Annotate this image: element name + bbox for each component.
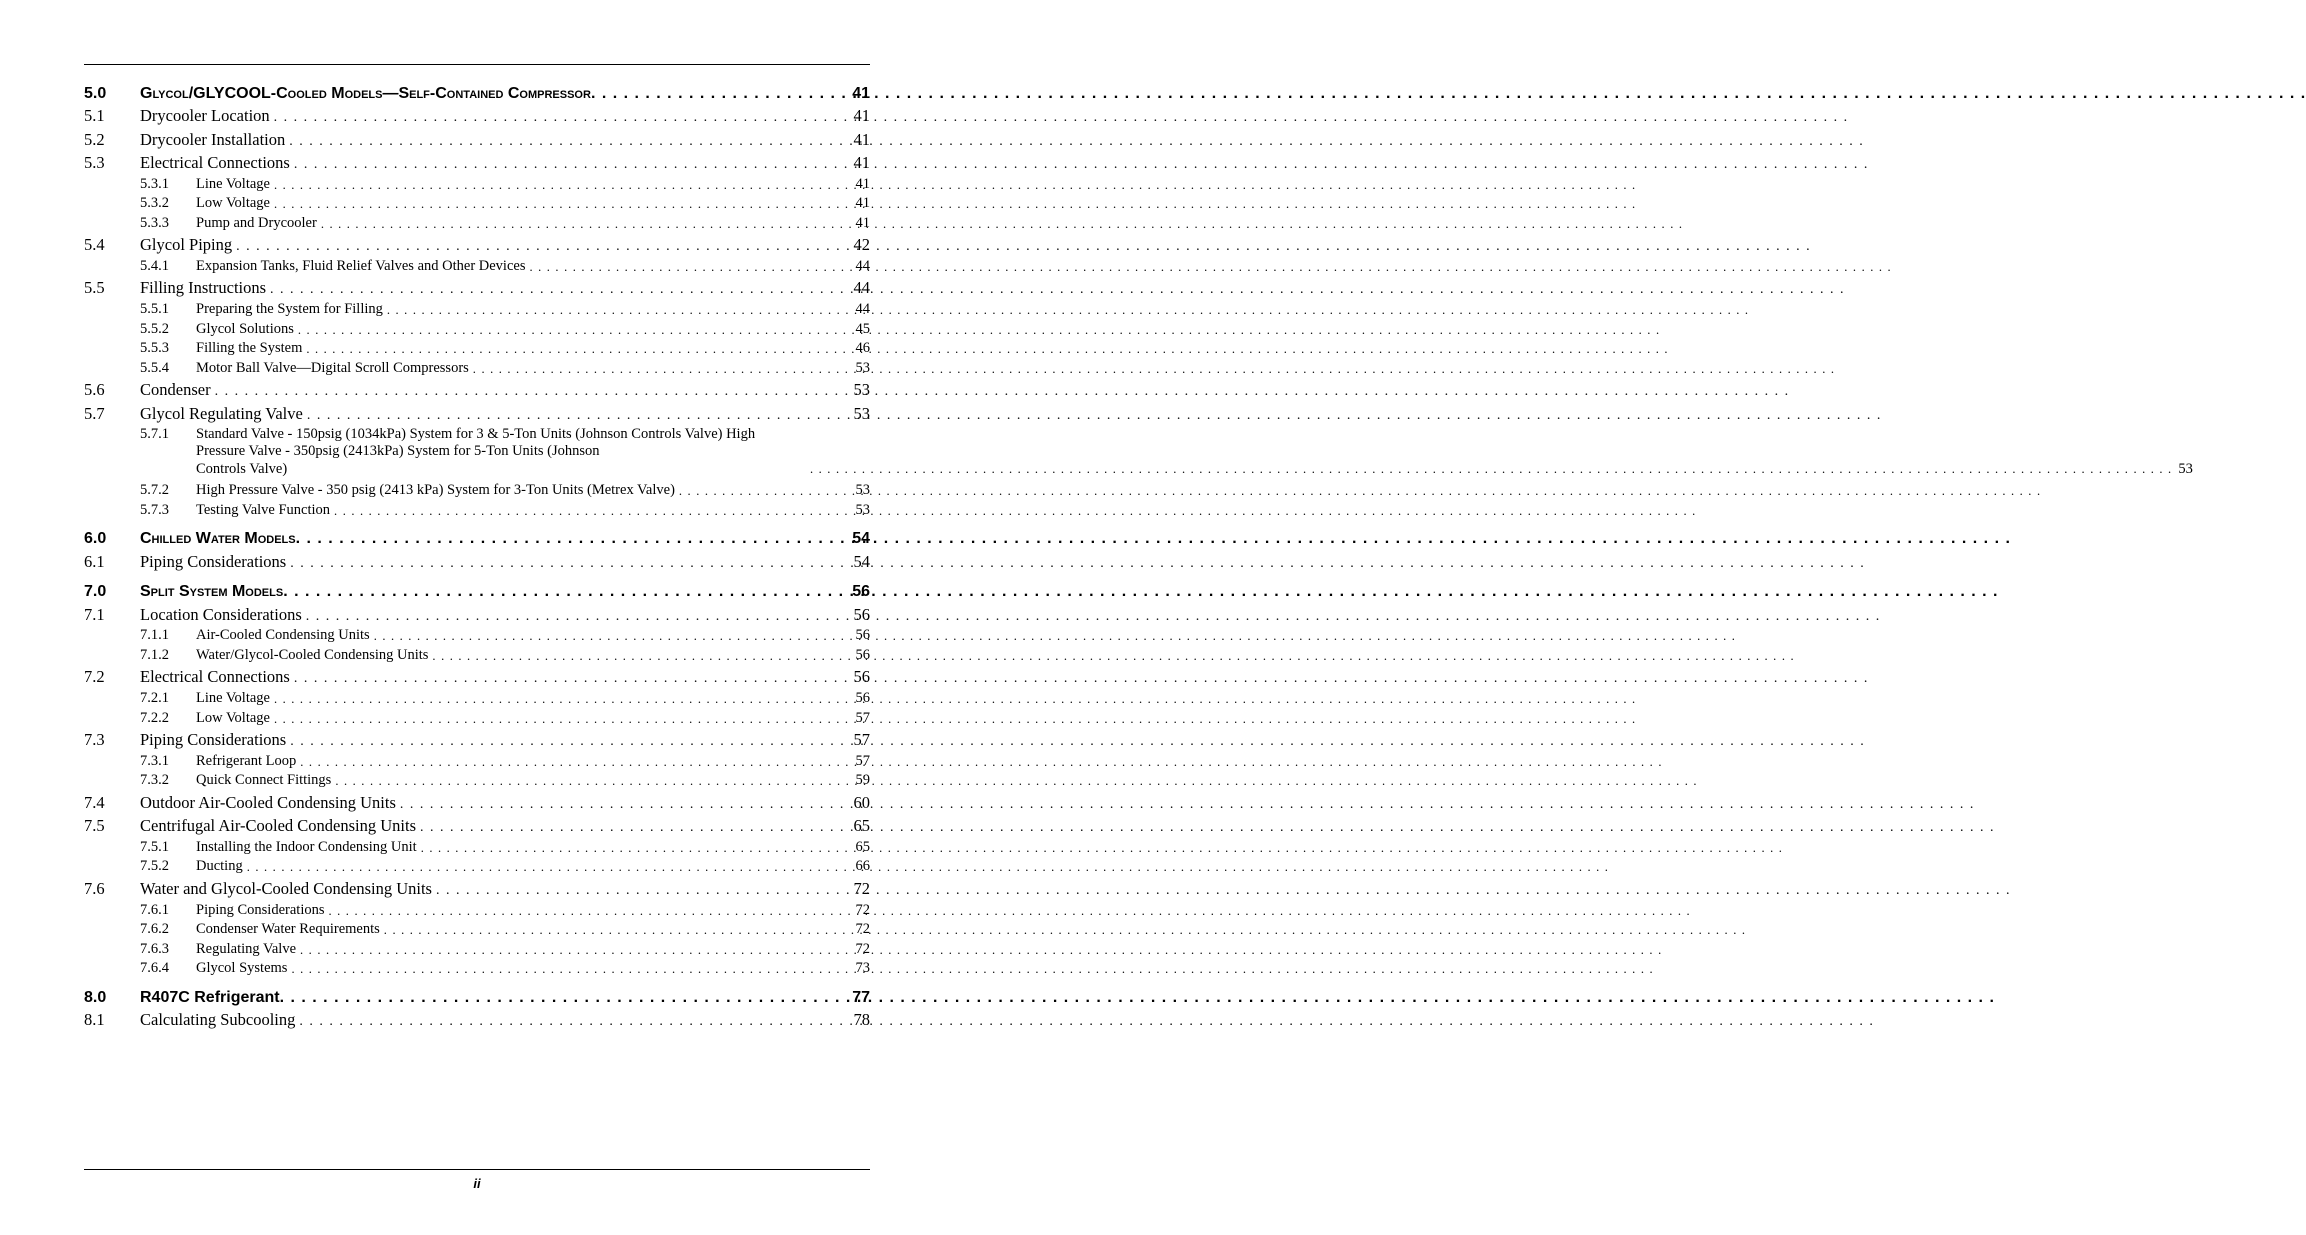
toc-entry-title: Centrifugal Air-Cooled Condensing Units bbox=[140, 816, 417, 836]
toc-section bbox=[84, 980, 870, 1007]
toc-entry-number: 5.7.1 bbox=[140, 425, 169, 442]
toc-leader-dots bbox=[283, 583, 852, 601]
toc-entry bbox=[84, 193, 870, 213]
toc-leader-dots bbox=[591, 85, 852, 103]
toc-entry-title: Filling Instructions bbox=[140, 278, 267, 298]
toc-entry bbox=[84, 899, 870, 919]
toc-entry-page: 41 bbox=[853, 106, 870, 125]
toc-entry-number: 7.5.1 bbox=[140, 838, 169, 855]
toc-entry-page: 41 bbox=[853, 129, 870, 149]
toc-leader-dots bbox=[469, 362, 850, 377]
toc-section bbox=[84, 522, 870, 549]
toc-entry-page: 56 bbox=[855, 690, 870, 706]
toc-leader-dots bbox=[416, 820, 847, 836]
toc-entry bbox=[84, 357, 870, 377]
toc-entry-page: 54 bbox=[852, 530, 870, 548]
toc-entry-title: Glycol Regulating Valve bbox=[140, 403, 303, 423]
table-of-contents bbox=[84, 76, 2193, 1030]
toc-entry bbox=[84, 173, 870, 193]
toc-entry bbox=[84, 548, 870, 572]
toc-entry bbox=[84, 750, 870, 770]
toc-entry-title: Refrigerant Loop bbox=[196, 752, 297, 769]
toc-entry bbox=[84, 836, 870, 856]
toc-entry-number: 7.4 bbox=[84, 792, 105, 812]
toc-entry-number: 5.5.4 bbox=[140, 359, 169, 376]
toc-entry bbox=[84, 625, 870, 645]
toc-entry-title: Quick Connect Fittings bbox=[196, 772, 332, 789]
toc-entry-title: Preparing the System for Filling bbox=[196, 300, 383, 317]
toc-entry-page: 72 bbox=[855, 901, 870, 918]
toc-entry-title: Water/Glycol-Cooled Condensing Units bbox=[196, 646, 429, 663]
toc-entry-title: Piping Considerations bbox=[140, 730, 287, 750]
toc-entry-number: 7.6.4 bbox=[140, 960, 169, 977]
toc-leader-dots bbox=[296, 943, 849, 958]
toc-entry-number: 5.7.3 bbox=[140, 501, 169, 518]
toc-leader-dots bbox=[417, 841, 850, 856]
toc-leader-dots bbox=[243, 860, 850, 875]
toc-entry-page: 53 bbox=[855, 501, 870, 518]
toc-entry-title: Drycooler Location bbox=[140, 106, 270, 125]
toc-entry-title: Piping Considerations bbox=[140, 551, 287, 571]
toc-entry bbox=[84, 813, 870, 837]
toc-entry-page: 73 bbox=[855, 960, 870, 977]
toc-leader-dots bbox=[286, 556, 847, 572]
toc-leader-dots bbox=[331, 774, 849, 789]
toc-leader-dots bbox=[270, 712, 850, 727]
toc-entry-title: Drycooler Installation bbox=[140, 129, 286, 149]
toc-entry-number: 5.5.3 bbox=[140, 340, 169, 357]
toc-leader-dots bbox=[383, 303, 850, 318]
toc-entry-title: Split System Models bbox=[140, 583, 284, 601]
toc-leader-dots bbox=[270, 110, 848, 126]
toc-entry-title: Ducting bbox=[196, 858, 243, 875]
toc-leader-dots bbox=[286, 734, 847, 750]
toc-leader-dots bbox=[296, 755, 849, 770]
toc-entry bbox=[84, 687, 870, 707]
toc-entry-page: 53 bbox=[855, 482, 870, 499]
toc-entry-title: Motor Ball Valve—Digital Scroll Compressors bbox=[196, 359, 469, 376]
toc-leader-dots bbox=[525, 260, 849, 275]
toc-entry bbox=[84, 958, 870, 978]
toc-leader-dots bbox=[370, 629, 850, 644]
toc-entry-title: High Pressure Valve - 350 psig (2413 kPa) System for 3-Ton Units (Metrex Valve) bbox=[196, 482, 675, 499]
toc-entry-title: Outdoor Air-Cooled Condensing Units bbox=[140, 792, 396, 812]
toc-entry-number: 7.5.2 bbox=[140, 858, 169, 875]
toc-entry bbox=[84, 601, 870, 625]
toc-entry bbox=[84, 770, 870, 790]
toc-leader-dots bbox=[211, 384, 848, 400]
toc-entry-number: 5.2 bbox=[84, 129, 105, 149]
toc-entry-page: 53 bbox=[2178, 460, 2193, 477]
toc-leader-dots bbox=[302, 342, 849, 357]
toc-leader-dots bbox=[432, 883, 848, 899]
toc-entry-page: 60 bbox=[853, 792, 870, 812]
toc-entry-number: 5.7 bbox=[84, 403, 105, 423]
toc-entry bbox=[84, 727, 870, 751]
toc-entry-number: 8.0 bbox=[84, 988, 107, 1006]
toc-entry-number: 5.4 bbox=[84, 235, 105, 255]
toc-entry-page: 53 bbox=[855, 359, 870, 376]
toc-entry-title: Standard Valve - 150psig (1034kPa) System for 3 & 5-Ton Units (Johnson Controls Valve) High Pressure Valve - 350psig (2413kPa) System for 5-Ton Units (Johnson bbox=[196, 425, 756, 460]
toc-entry bbox=[84, 1007, 870, 1031]
toc-entry-title: R407C Refrigerant bbox=[140, 988, 280, 1006]
toc-leader-dots bbox=[325, 904, 850, 919]
footer-rule bbox=[84, 1169, 870, 1170]
toc-entry-page: 57 bbox=[853, 730, 870, 750]
toc-entry-number: 5.3 bbox=[84, 153, 105, 172]
toc-entry-page: 53 bbox=[853, 380, 870, 400]
toc-entry-number: 6.1 bbox=[84, 551, 105, 571]
toc-entry-number: 5.5.2 bbox=[140, 320, 169, 337]
toc-entry-page: 53 bbox=[853, 403, 870, 423]
toc-entry-title: Line Voltage bbox=[196, 690, 270, 706]
toc-entry-number: 7.2.1 bbox=[140, 690, 169, 706]
toc-entry-page: 41 bbox=[855, 195, 870, 212]
toc-entry-number: 5.7.2 bbox=[140, 482, 169, 499]
toc-leader-dots bbox=[380, 923, 850, 938]
toc-entry-page: 65 bbox=[853, 816, 870, 836]
toc-entry-page: 41 bbox=[855, 214, 870, 231]
toc-entry-title-continued: Controls Valve) bbox=[196, 460, 288, 477]
toc-leader-dots bbox=[270, 692, 850, 707]
toc-entry-number: 7.1.1 bbox=[140, 627, 169, 644]
toc-entry-number: 7.3 bbox=[84, 730, 105, 750]
toc-entry-number: 7.0 bbox=[84, 583, 107, 601]
toc-entry-number: 7.6.1 bbox=[140, 901, 169, 918]
toc-entry-number: 5.1 bbox=[84, 106, 105, 125]
toc-entry-title: Low Voltage bbox=[196, 709, 270, 726]
toc-leader-dots bbox=[806, 461, 2172, 479]
toc-entry-title: Glycol Solutions bbox=[196, 320, 294, 337]
toc-entry-title: Piping Considerations bbox=[196, 901, 325, 918]
toc-entry-title: Condenser Water Requirements bbox=[196, 921, 380, 938]
toc-leader-dots bbox=[285, 134, 847, 150]
toc-entry bbox=[84, 212, 870, 232]
toc-entry bbox=[84, 103, 870, 127]
toc-entry-page: 56 bbox=[853, 604, 870, 624]
toc-leader-dots bbox=[396, 797, 848, 813]
toc-entry bbox=[84, 275, 870, 299]
toc-entry-text bbox=[196, 426, 2193, 479]
toc-entry bbox=[84, 875, 870, 899]
toc-section bbox=[84, 575, 870, 602]
toc-entry-number: 7.6 bbox=[84, 878, 105, 898]
toc-entry-number: 5.3.3 bbox=[140, 214, 169, 231]
toc-leader-dots bbox=[290, 671, 848, 687]
toc-entry-title: Chilled Water Models bbox=[140, 530, 296, 548]
toc-entry bbox=[84, 499, 870, 519]
toc-entry-number: 7.5 bbox=[84, 816, 105, 836]
toc-entry-number: 7.2 bbox=[84, 667, 105, 687]
toc-leader-dots bbox=[287, 962, 849, 977]
toc-entry bbox=[84, 425, 2193, 479]
toc-entry-number: 5.4.1 bbox=[140, 257, 169, 274]
toc-entry-number: 5.3.2 bbox=[140, 195, 169, 212]
toc-leader-dots bbox=[290, 157, 848, 173]
toc-entry-number: 7.1.2 bbox=[140, 646, 169, 663]
toc-entry-page: 57 bbox=[855, 752, 870, 769]
toc-entry-page: 72 bbox=[855, 940, 870, 957]
toc-entry-page: 59 bbox=[855, 772, 870, 789]
toc-entry bbox=[84, 377, 870, 401]
toc-entry-page: 78 bbox=[853, 1010, 870, 1030]
toc-entry-title: Air-Cooled Condensing Units bbox=[196, 627, 370, 644]
toc-entry bbox=[84, 644, 870, 664]
toc-entry-title: Electrical Connections bbox=[140, 153, 290, 172]
toc-entry bbox=[84, 150, 870, 174]
toc-entry bbox=[84, 318, 870, 338]
toc-entry-number: 7.2.2 bbox=[140, 709, 169, 726]
toc-entry-number: 5.5.1 bbox=[140, 300, 169, 317]
toc-entry-title: Line Voltage bbox=[196, 175, 270, 192]
toc-entry-page: 72 bbox=[853, 878, 870, 898]
toc-entry-number: 5.0 bbox=[84, 84, 107, 102]
toc-leader-dots bbox=[428, 649, 849, 664]
toc-leader-dots bbox=[266, 282, 847, 298]
toc-entry-number: 8.1 bbox=[84, 1010, 105, 1030]
toc-entry-title: Filling the System bbox=[196, 340, 303, 357]
toc-entry-title: Glycol Systems bbox=[196, 960, 288, 977]
toc-entry-page: 46 bbox=[855, 340, 870, 357]
toc-entry bbox=[84, 338, 870, 358]
toc-entry-page: 54 bbox=[853, 551, 870, 571]
toc-entry-page: 45 bbox=[855, 320, 870, 337]
toc-entry-number: 5.6 bbox=[84, 380, 105, 400]
toc-entry-title: Regulating Valve bbox=[196, 940, 297, 957]
toc-entry bbox=[84, 664, 870, 688]
toc-leader-dots bbox=[675, 484, 850, 499]
toc-leader-dots bbox=[295, 1014, 847, 1030]
toc-entry-title: Location Considerations bbox=[140, 604, 302, 624]
toc-entry-page: 41 bbox=[852, 84, 870, 102]
toc-entry-title: Pump and Drycooler bbox=[196, 214, 317, 231]
toc-entry-page: 66 bbox=[855, 858, 870, 875]
toc-leader-dots bbox=[330, 504, 849, 519]
toc-entry-title: Installing the Indoor Condensing Unit bbox=[196, 838, 417, 855]
toc-entry-page: 56 bbox=[855, 627, 870, 644]
toc-entry-page: 56 bbox=[853, 667, 870, 687]
toc-entry-title: Glycol Piping bbox=[140, 235, 233, 255]
toc-entry-number: 6.0 bbox=[84, 530, 107, 548]
toc-entry-title: Testing Valve Function bbox=[196, 501, 331, 518]
toc-entry-number: 7.3.1 bbox=[140, 752, 169, 769]
toc-entry bbox=[84, 707, 870, 727]
footer-page-number: ii bbox=[473, 1176, 481, 1191]
toc-entry bbox=[84, 856, 870, 876]
toc-entry-page: 42 bbox=[853, 235, 870, 255]
toc-entry-number: 7.3.2 bbox=[140, 772, 169, 789]
toc-leader-dots bbox=[280, 989, 853, 1007]
toc-entry-number: 5.5 bbox=[84, 278, 105, 298]
toc-leader-dots bbox=[232, 239, 847, 255]
toc-leader-dots bbox=[317, 217, 850, 232]
toc-entry-page: 41 bbox=[855, 175, 870, 192]
toc-entry-page: 72 bbox=[855, 921, 870, 938]
toc-entry-title: Electrical Connections bbox=[140, 667, 290, 687]
toc-entry-number: 7.6.3 bbox=[140, 940, 169, 957]
toc-entry-title: Water and Glycol-Cooled Condensing Units bbox=[140, 878, 432, 898]
header-rule bbox=[84, 64, 870, 65]
toc-entry-page: 44 bbox=[855, 257, 870, 274]
toc-leader-dots bbox=[303, 408, 848, 424]
toc-entry-title: Calculating Subcooling bbox=[140, 1010, 296, 1030]
toc-leader-dots bbox=[302, 609, 848, 625]
toc-leader-dots bbox=[270, 197, 850, 212]
toc-leader-dots bbox=[296, 530, 853, 548]
toc-leader-dots bbox=[270, 178, 850, 193]
toc-entry bbox=[84, 255, 870, 275]
toc-entry-page: 56 bbox=[852, 583, 870, 601]
toc-entry-page: 41 bbox=[853, 153, 870, 172]
toc-leader-dots bbox=[294, 323, 850, 338]
toc-entry-number: 7.1 bbox=[84, 604, 105, 624]
toc-entry-page: 57 bbox=[855, 709, 870, 726]
toc-entry bbox=[84, 938, 870, 958]
toc-entry bbox=[84, 298, 870, 318]
toc-entry-page: 44 bbox=[853, 278, 870, 298]
toc-section bbox=[84, 76, 870, 103]
toc-entry bbox=[84, 232, 870, 256]
toc-entry-page: 65 bbox=[855, 838, 870, 855]
toc-entry bbox=[84, 480, 870, 500]
toc-entry-number: 7.6.2 bbox=[140, 921, 169, 938]
toc-entry-number: 5.3.1 bbox=[140, 175, 169, 192]
toc-entry-title: Low Voltage bbox=[196, 195, 270, 212]
toc-entry bbox=[84, 400, 870, 424]
toc-entry-title: Condenser bbox=[140, 380, 211, 400]
toc-entry bbox=[84, 789, 870, 813]
toc-entry bbox=[84, 126, 870, 150]
toc-entry-page: 44 bbox=[855, 300, 870, 317]
toc-entry-title: Expansion Tanks, Fluid Relief Valves and Other Devices bbox=[196, 257, 526, 274]
toc-entry-page: 56 bbox=[855, 646, 870, 663]
toc-entry-title: Glycol/GLYCOOL-Cooled Models—Self-Contained Compressor bbox=[140, 84, 591, 102]
toc-entry bbox=[84, 919, 870, 939]
toc-entry-last-line bbox=[196, 461, 2193, 479]
toc-entry-page: 77 bbox=[852, 988, 870, 1006]
